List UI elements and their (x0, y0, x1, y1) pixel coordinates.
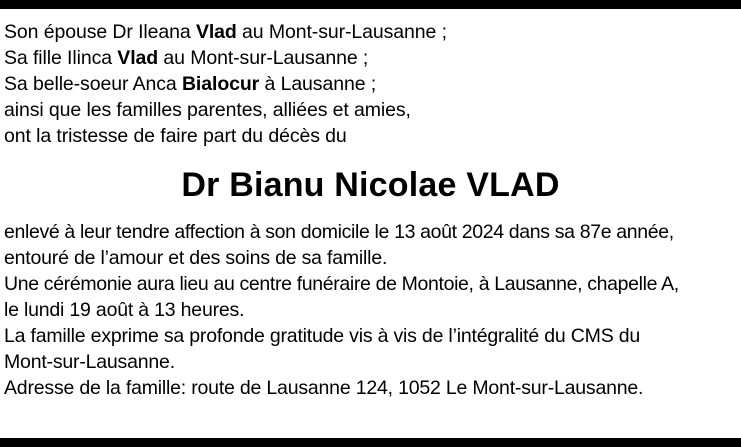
detail-line: le lundi 19 août à 13 heures. (4, 299, 245, 321)
intro-line: Son épouse Dr Ileana Vlad au Mont-sur-Lausanne ; (4, 21, 447, 43)
survivors-intro-block (4, 19, 737, 149)
detail-line: Adresse de la famille: route de Lausanne 124, 1052 Le Mont-sur-Lausanne. (4, 377, 644, 399)
intro-line: Sa belle-soeur Anca Bialocur à Lausanne ; (4, 73, 377, 95)
intro-line: ont la tristesse de faire part du décès du (4, 125, 347, 147)
deceased-name: Dr Bianu Nicolae VLAD (181, 166, 560, 204)
detail-line: entouré de l’amour et des soins de sa famille. (4, 247, 388, 269)
notice-body (0, 9, 741, 438)
detail-line: Une cérémonie aura lieu au centre funéraire de Montoie, à Lausanne, chapelle A, (4, 273, 679, 295)
detail-line: enlevé à leur tendre affection à son domicile le 13 août 2024 dans sa 87e année, (4, 221, 674, 243)
detail-line: La famille exprime sa profonde gratitude vis à vis de l’intégralité du CMS du (4, 325, 641, 347)
intro-line: ainsi que les familles parentes, alliées et amies, (4, 99, 411, 121)
service-details-block (4, 219, 737, 401)
bottom-rule-divider (0, 438, 741, 447)
top-rule-divider (0, 0, 741, 9)
intro-line: Sa fille Ilinca Vlad au Mont-sur-Lausanne ; (4, 47, 369, 69)
detail-line: Mont-sur-Lausanne. (4, 351, 175, 373)
